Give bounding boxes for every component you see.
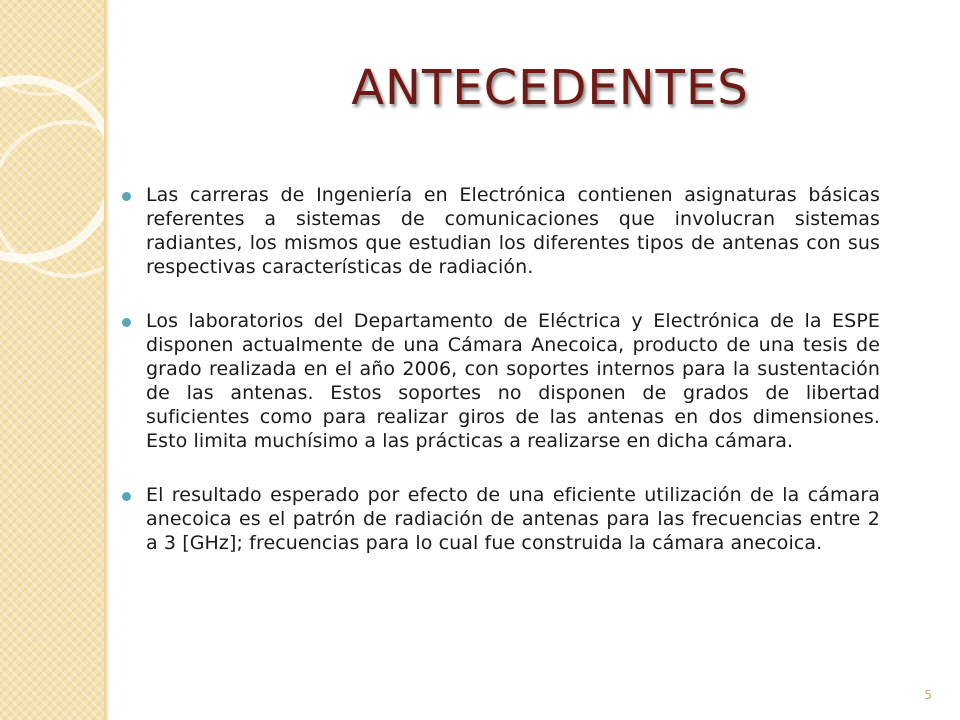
list-item <box>120 483 880 555</box>
bullet-text: Los laboratorios del Departamento de Eléctrica y Electrónica de la ESPE disponen actualmente de una Cámara Anecoica, producto de una tesis de grado realizada en el año 2006, con soportes internos para la sustentación de las antenas. Estos soportes no disponen de grados de libertad suficientes como para realizar giros de las antenas en dos dimensiones. Esto limita muchísimo a las prácticas a realizarse en dicha cámara. <box>146 310 880 452</box>
bullet-dot-icon <box>122 318 131 327</box>
bullet-text: El resultado esperado por efecto de una eficiente utilización de la cámara anecoica es el patrón de radiación de antenas para las frecuencias entre 2 a 3 [GHz]; frecuencias para lo cual fue construida la cámara anecoica. <box>146 484 880 554</box>
decorative-side-panel <box>0 0 104 720</box>
list-item <box>120 183 880 279</box>
bullet-text: Las carreras de Ingeniería en Electrónica contienen asignaturas básicas referentes a sistemas de comunicaciones que involucran sistemas radiantes, los mismos que estudian los diferentes tipos de antenas con sus respectivas características de radiación. <box>146 184 880 278</box>
decorative-ring <box>0 120 104 278</box>
decorative-ring <box>0 0 104 96</box>
bullet-dot-icon <box>122 192 131 201</box>
side-panel-edge <box>104 0 109 720</box>
bullet-list <box>120 183 880 585</box>
list-item <box>120 309 880 453</box>
bullet-dot-icon <box>122 492 131 501</box>
page-number: 5 <box>924 688 932 702</box>
slide-title: ANTECEDENTES <box>351 60 749 116</box>
